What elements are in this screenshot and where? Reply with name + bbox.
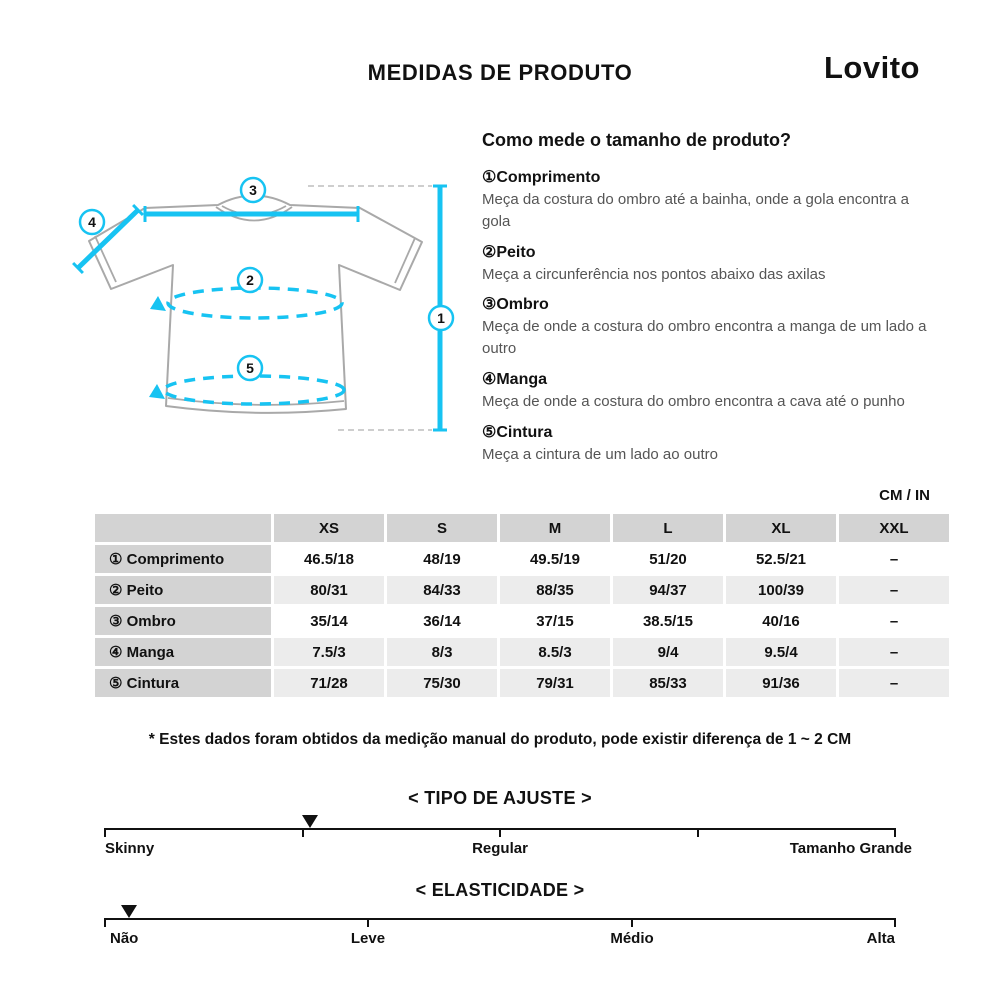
- column-header-xs: XS: [274, 514, 384, 542]
- elasticity-label-medio: Médio: [610, 930, 654, 947]
- guide-item-comprimento: [482, 167, 938, 233]
- svg-text:4: 4: [88, 214, 96, 230]
- column-header-m: M: [500, 514, 610, 542]
- size-cell: 8.5/3: [500, 638, 610, 666]
- tshirt-measurement-diagram: [50, 168, 480, 463]
- size-cell: 94/37: [613, 576, 723, 604]
- guide-item-peito: [482, 242, 938, 286]
- callout-5: [238, 356, 262, 380]
- chest-arrowhead: [150, 296, 166, 311]
- size-cell: –: [839, 638, 949, 666]
- fit-label-tamanho-grande: Tamanho Grande: [789, 840, 912, 857]
- brand-logo: Lovito: [824, 50, 920, 85]
- size-cell: 48/19: [387, 545, 497, 573]
- row-label-ombro: ③ Ombro: [95, 607, 271, 635]
- size-cell: 80/31: [274, 576, 384, 604]
- size-cell: 38.5/15: [613, 607, 723, 635]
- scale-tick: [499, 828, 501, 837]
- guide-item-desc: Meça da costura do ombro até a bainha, onde a gola encontra a gola: [482, 191, 909, 230]
- size-cell: 75/30: [387, 669, 497, 697]
- guide-item-desc: Meça de onde a costura do ombro encontra a cava até o punho: [482, 392, 905, 410]
- page-title: MEDIDAS DE PRODUTO: [367, 60, 633, 85]
- guide-item-label: ②Peito: [482, 243, 536, 261]
- column-header-s: S: [387, 514, 497, 542]
- column-header-xl: XL: [726, 514, 836, 542]
- row-label-comprimento: ① Comprimento: [95, 545, 271, 573]
- size-cell: 36/14: [387, 607, 497, 635]
- guide-item-label: ③Ombro: [482, 296, 549, 314]
- scale-tick: [631, 918, 633, 927]
- size-cell: 49.5/19: [500, 545, 610, 573]
- guide-item-label: ①Comprimento: [482, 169, 601, 186]
- size-cell: 9.5/4: [726, 638, 836, 666]
- fit-label-skinny: Skinny: [105, 840, 155, 857]
- tshirt-outline: [89, 196, 422, 413]
- size-cell: 79/31: [500, 669, 610, 697]
- size-cell: –: [839, 576, 949, 604]
- guide-item-desc: Meça a circunferência nos pontos abaixo das axilas: [482, 265, 826, 283]
- guide-item-ombro: [482, 294, 938, 360]
- elasticity-scale-line: [105, 918, 895, 920]
- fit-scale-line: [105, 828, 895, 830]
- elasticity-scale-title: < ELASTICIDADE >: [415, 880, 585, 900]
- size-cell: 7.5/3: [274, 638, 384, 666]
- column-header-l: L: [613, 514, 723, 542]
- size-cell: 100/39: [726, 576, 836, 604]
- size-cell: 52.5/21: [726, 545, 836, 573]
- size-cell: –: [839, 545, 949, 573]
- scale-tick: [104, 918, 106, 927]
- row-label-manga: ④ Manga: [95, 638, 271, 666]
- size-cell: 84/33: [387, 576, 497, 604]
- callout-2: [238, 268, 262, 292]
- callout-4: [80, 210, 104, 234]
- size-cell: 9/4: [613, 638, 723, 666]
- guide-item-desc: Meça a cintura de um lado ao outro: [482, 445, 718, 463]
- guide-item-cintura: [482, 422, 938, 466]
- waist-arrowhead: [149, 384, 165, 399]
- row-label-cintura: ⑤ Cintura: [95, 669, 271, 697]
- size-cell: 35/14: [274, 607, 384, 635]
- size-cell: 40/16: [726, 607, 836, 635]
- size-cell: 71/28: [274, 669, 384, 697]
- scale-tick: [894, 918, 896, 927]
- scale-tick: [302, 828, 304, 837]
- scale-tick: [697, 828, 699, 837]
- guide-item-manga: [482, 369, 938, 413]
- size-cell: 85/33: [613, 669, 723, 697]
- guide-item-label: ⑤Cintura: [482, 423, 553, 441]
- size-cell: 37/15: [500, 607, 610, 635]
- fit-label-regular: Regular: [472, 840, 528, 857]
- size-cell: 51/20: [613, 545, 723, 573]
- row-label-peito: ② Peito: [95, 576, 271, 604]
- scale-tick: [367, 918, 369, 927]
- elasticity-label-alta: Alta: [866, 930, 895, 947]
- size-cell: 88/35: [500, 576, 610, 604]
- scale-tick: [104, 828, 106, 837]
- column-header-xxl: XXL: [839, 514, 949, 542]
- callout-1: [429, 306, 453, 330]
- size-cell: –: [839, 669, 949, 697]
- measurement-disclaimer: * Estes dados foram obtidos da medição manual do produto, pode existir diferença de 1 ~ 2 CM: [148, 731, 852, 748]
- size-cell: 91/36: [726, 669, 836, 697]
- scale-tick: [894, 828, 896, 837]
- elasticity-label-nao: Não: [110, 930, 139, 947]
- guide-item-label: ④Manga: [482, 370, 548, 388]
- guide-item-desc: Meça de onde a costura do ombro encontra a manga de um lado a outro: [482, 318, 927, 357]
- callout-3: [241, 178, 265, 202]
- measure-guide: [482, 130, 938, 465]
- svg-text:5: 5: [246, 360, 254, 376]
- svg-text:3: 3: [249, 182, 257, 198]
- column-header-blank: [95, 514, 271, 542]
- svg-text:1: 1: [437, 310, 445, 326]
- guide-heading: Como mede o tamanho de produto?: [482, 130, 791, 150]
- fit-scale-marker-icon: [302, 815, 318, 828]
- elasticity-label-leve: Leve: [350, 930, 386, 947]
- size-cell: 8/3: [387, 638, 497, 666]
- fit-scale-title: < TIPO DE AJUSTE >: [408, 788, 592, 808]
- unit-label: CM / IN: [879, 487, 930, 504]
- elasticity-scale-marker-icon: [121, 905, 137, 918]
- size-cell: 46.5/18: [274, 545, 384, 573]
- svg-text:2: 2: [246, 272, 254, 288]
- size-cell: –: [839, 607, 949, 635]
- size-table: [95, 514, 949, 697]
